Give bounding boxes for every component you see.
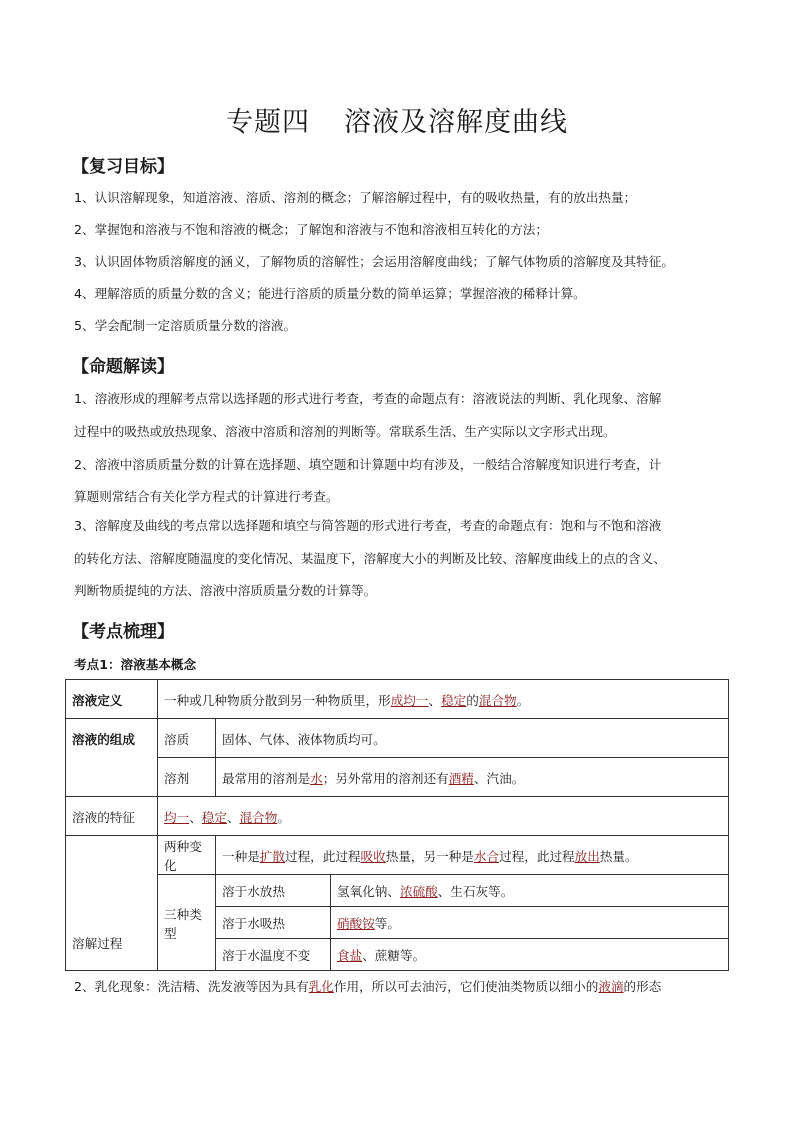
type-no-change: 溶于水温度不变 xyxy=(216,939,331,971)
review-goals-heading: 【复习目标】 xyxy=(72,157,174,177)
solvent-cell: 最常用的溶剂是水；另外常用的溶剂还有酒精、汽油。 xyxy=(216,758,729,797)
row-label-dissolution: 溶解过程 xyxy=(66,836,158,971)
table-row xyxy=(66,680,729,719)
key-point-1-title: 考点1：溶液基本概念 xyxy=(74,657,197,672)
title-part-1: 专题四 xyxy=(226,107,310,138)
row-label-definition: 溶液定义 xyxy=(66,680,158,719)
goal-item-2: 2、掌握饱和溶液与不饱和溶液的概念；了解饱和溶液与不饱和溶液相互转化的方法； xyxy=(74,222,548,237)
sub-label-solute: 溶质 xyxy=(158,719,216,758)
endothermic-examples: 硝酸铵等。 xyxy=(331,907,729,939)
two-changes-cell: 一种是扩散过程，此过程吸收热量，另一种是水合过程，此过程放出热量。 xyxy=(216,836,729,875)
proposition-line-2: 过程中的吸热或放热现象、溶液中溶质和溶剂的判断等。常联系生活、生产实际以文字形式出现。 xyxy=(74,424,616,439)
row-label-features: 溶液的特征 xyxy=(66,797,158,836)
type-exothermic: 溶于水放热 xyxy=(216,875,331,907)
table-row xyxy=(66,875,729,907)
key-points-heading: 【考点梳理】 xyxy=(72,622,174,642)
page-title xyxy=(0,100,794,139)
goal-item-3: 3、认识固体物质溶解度的涵义，了解物质的溶解性；会运用溶解度曲线；了解气体物质的溶解度及其特征。 xyxy=(74,254,674,269)
proposition-line-7: 判断物质提纯的方法、溶液中溶质质量分数的计算等。 xyxy=(74,583,377,598)
goal-item-5: 5、学会配制一定溶质质量分数的溶液。 xyxy=(74,318,297,333)
table-row xyxy=(66,758,729,797)
goal-item-1: 1、认识溶解现象，知道溶液、溶质、溶剂的概念；了解溶解过程中，有的吸收热量，有的放出热量； xyxy=(74,190,637,205)
title-part-2: 溶液及溶解度曲线 xyxy=(344,107,568,138)
no-change-examples: 食盐、蔗糖等。 xyxy=(331,939,729,971)
type-endothermic: 溶于水吸热 xyxy=(216,907,331,939)
proposition-line-3: 2、溶液中溶质质量分数的计算在选择题、填空题和计算题中均有涉及，一般结合溶解度知识进行考查，计 xyxy=(74,457,662,472)
exothermic-examples: 氢氧化钠、浓硫酸、生石灰等。 xyxy=(331,875,729,907)
emulsification-paragraph: 2、乳化现象：洗洁精、洗发液等因为具有乳化作用，所以可去油污，它们使油类物质以细小的液滴的形态 xyxy=(74,979,662,994)
proposition-heading: 【命题解读】 xyxy=(72,357,174,377)
proposition-line-5: 3、溶解度及曲线的考点常以选择题和填空与简答题的形式进行考查，考查的命题点有：饱和与不饱和溶液 xyxy=(74,518,662,533)
sub-label-three-types: 三种类型 xyxy=(158,875,216,971)
row-label-composition: 溶液的组成 xyxy=(66,719,158,797)
table-row xyxy=(66,836,729,875)
proposition-line-4: 算题则常结合有关化学方程式的计算进行考查。 xyxy=(74,489,339,504)
proposition-line-1: 1、溶液形成的理解考点常以选择题的形式进行考查，考查的命题点有：溶液说法的判断、乳化现象、溶解 xyxy=(74,391,662,406)
table-row xyxy=(66,797,729,836)
sub-label-solvent: 溶剂 xyxy=(158,758,216,797)
goal-item-4: 4、理解溶质的质量分数的含义；能进行溶质的质量分数的简单运算；掌握溶液的稀释计算。 xyxy=(74,286,586,301)
sub-label-two-changes: 两种变化 xyxy=(158,836,216,875)
definition-cell: 一种或几种物质分散到另一种物质里，形成均一、稳定的混合物。 xyxy=(158,680,729,719)
proposition-line-6: 的转化方法、溶解度随温度的变化情况、某温度下，溶解度大小的判断及比较、溶解度曲线上的点的含义、 xyxy=(74,551,666,566)
features-cell: 均一、稳定、混合物。 xyxy=(158,797,729,836)
table-row xyxy=(66,719,729,758)
solution-concepts-table xyxy=(65,679,729,971)
solute-cell: 固体、气体、液体物质均可。 xyxy=(216,719,729,758)
